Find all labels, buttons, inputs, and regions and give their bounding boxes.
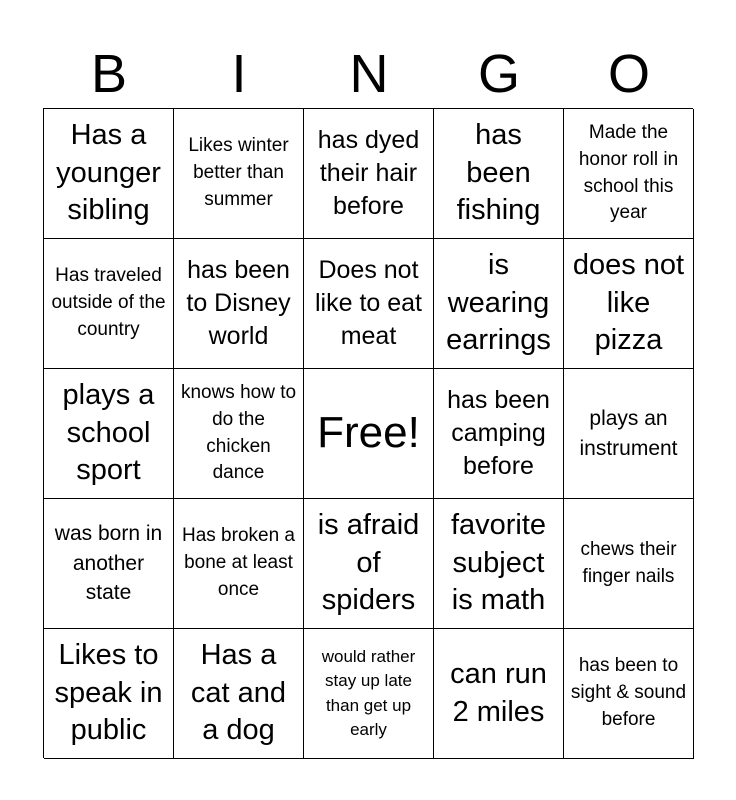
bingo-cell-r5c5[interactable] [564, 629, 694, 759]
bingo-cell-r4c1[interactable] [44, 499, 174, 629]
bingo-cell-r1c2[interactable] [174, 109, 304, 239]
cell-text: Has a younger sibling [56, 118, 161, 227]
bingo-cell-r3c5[interactable] [564, 369, 694, 499]
cell-text: would rather stay up late than get up early [321, 647, 416, 739]
cell-text: favorite subject is math [450, 508, 547, 617]
bingo-cell-r1c1[interactable] [44, 109, 174, 239]
bingo-cell-r3c1[interactable] [44, 369, 174, 499]
bingo-cell-r2c5[interactable] [564, 239, 694, 369]
cell-text: Has a cat and a dog [190, 638, 287, 747]
bingo-cell-r2c1[interactable] [44, 239, 174, 369]
cell-text: Has traveled outside of the country [51, 265, 166, 340]
bingo-cell-r3c4[interactable] [434, 369, 564, 499]
bingo-cell-r4c5[interactable] [564, 499, 694, 629]
header-letter-i: I [231, 44, 247, 104]
cell-text: is afraid of spiders [317, 508, 420, 617]
cell-text: has been camping before [447, 386, 550, 480]
cell-text: Likes to speak in public [54, 638, 163, 747]
cell-text: Made the honor roll in school this year [578, 121, 679, 224]
cell-text: knows how to do the chicken dance [180, 381, 297, 484]
cell-text: Has broken a bone at least once [181, 525, 295, 600]
bingo-cell-r4c3[interactable] [304, 499, 434, 629]
bingo-cell-r4c4[interactable] [434, 499, 564, 629]
bingo-cell-free[interactable] [304, 369, 434, 499]
bingo-cell-r5c3[interactable] [304, 629, 434, 759]
cell-text: plays a school sport [62, 378, 155, 487]
bingo-board [43, 108, 693, 758]
header-letter-g: G [477, 44, 520, 104]
bingo-cell-r5c2[interactable] [174, 629, 304, 759]
cell-text: has been to sight & sound before [570, 655, 687, 730]
cell-text: was born in another state [54, 522, 163, 605]
bingo-cell-r1c5[interactable] [564, 109, 694, 239]
header-letter-o: O [607, 44, 650, 104]
header-letter-n: N [349, 44, 389, 104]
cell-text: Does not like to eat meat [314, 256, 422, 350]
bingo-cell-r3c2[interactable] [174, 369, 304, 499]
bingo-cell-r2c2[interactable] [174, 239, 304, 369]
cell-text: Likes winter better than summer [188, 135, 289, 210]
cell-text: does not like pizza [572, 248, 685, 357]
cell-text: is wearing earrings [446, 248, 551, 357]
cell-text: has dyed their hair before [317, 126, 420, 220]
bingo-cell-r2c3[interactable] [304, 239, 434, 369]
cell-text: has been to Disney world [186, 256, 291, 350]
cell-text: has been fishing [456, 118, 541, 227]
bingo-cell-r1c4[interactable] [434, 109, 564, 239]
bingo-cell-r5c4[interactable] [434, 629, 564, 759]
bingo-header [44, 40, 694, 108]
cell-text: plays an instrument [579, 407, 678, 460]
bingo-cell-r5c1[interactable] [44, 629, 174, 759]
cell-text: can run 2 miles [450, 657, 547, 728]
bingo-cell-r4c2[interactable] [174, 499, 304, 629]
bingo-cell-r2c4[interactable] [434, 239, 564, 369]
header-letter-b: B [90, 44, 128, 104]
free-space-text: Free! [317, 408, 420, 458]
bingo-cell-r1c3[interactable] [304, 109, 434, 239]
cell-text: chews their finger nails [580, 538, 677, 587]
